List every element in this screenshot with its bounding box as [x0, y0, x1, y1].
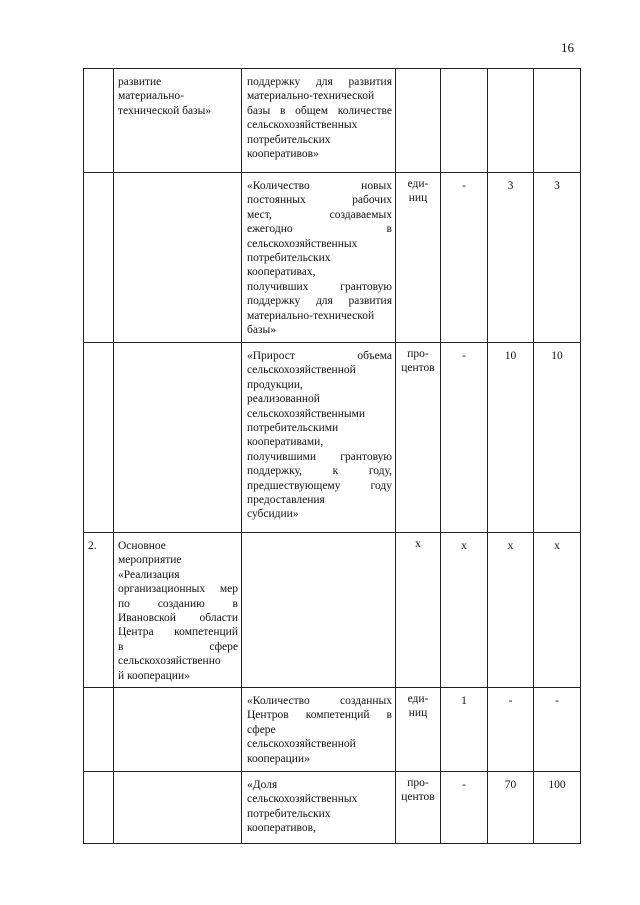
text-line: «Количество созданных [247, 695, 392, 708]
text-line: про- [407, 777, 429, 790]
value: 10 [504, 350, 517, 362]
text-line: сельскохозяйственными [247, 407, 366, 420]
gutter-cell [84, 533, 114, 688]
text-line: технической базы» [118, 104, 212, 117]
row-number: 2. [88, 540, 97, 552]
gutter-cell [84, 173, 114, 343]
text-line: поддержку, к году, [247, 465, 392, 478]
event-cell [114, 688, 242, 772]
value: 3 [554, 180, 560, 192]
table-row [84, 772, 581, 844]
value: - [462, 180, 466, 192]
text-line: кооперативов, [247, 822, 316, 835]
value: 70 [504, 779, 517, 792]
value-cell-1 [441, 533, 488, 688]
text-line: х [415, 538, 421, 550]
value-cell-2 [488, 772, 534, 844]
unit-cell [396, 772, 441, 844]
value-cell-3 [534, 533, 581, 688]
text-line: мероприятие [118, 554, 182, 567]
text-line: сельскохозяйственных [247, 793, 358, 806]
text-line: в сфере [118, 640, 238, 653]
text-line: постоянных рабочих [247, 194, 392, 207]
text-line: «Реализация [118, 568, 180, 581]
text-line: продукции, [247, 378, 303, 391]
event-cell [114, 173, 242, 343]
value-cell-2 [488, 343, 534, 533]
event-cell [114, 533, 242, 688]
unit-cell [396, 69, 441, 173]
value: - [462, 779, 466, 792]
value-cell-3 [534, 772, 581, 844]
text-line: сельскохозяйственных [247, 237, 358, 250]
value: 1 [461, 695, 467, 708]
text-line: про- [407, 348, 429, 360]
text-line: й кооперации» [118, 669, 190, 682]
text-line: развитие [118, 76, 162, 88]
text-line: поддержку для развития [247, 76, 392, 88]
text-line: поддержку для развития [247, 295, 392, 308]
text-line: материально-технической [247, 90, 375, 103]
text-line: ниц [408, 192, 428, 205]
table-row [84, 688, 581, 772]
indicator-cell [242, 688, 396, 772]
text-line: центов [401, 362, 435, 375]
text-line: сельскохозяйственно [118, 655, 221, 668]
text-line: «Прирост объема [247, 350, 392, 362]
text-line: реализованной [247, 393, 320, 406]
text-line: еди- [407, 178, 429, 190]
text-line: «Количество новых [247, 180, 392, 192]
text-line: сфере [247, 723, 276, 736]
text-line: центов [401, 791, 435, 804]
text-line: кооперативах, [247, 266, 316, 279]
value-cell-3 [534, 688, 581, 772]
table-row [84, 343, 581, 533]
text-line: кооперации» [247, 752, 310, 765]
text-line: еди- [407, 693, 429, 706]
unit-cell [396, 343, 441, 533]
event-cell [114, 343, 242, 533]
text-line: сельскохозяйственных [247, 119, 358, 132]
gutter-cell [84, 688, 114, 772]
indicator-cell [242, 173, 396, 343]
value: 100 [548, 779, 566, 792]
text-line: потребительских [247, 133, 331, 146]
gutter-cell [84, 772, 114, 844]
table-row [84, 69, 581, 173]
unit-cell [396, 533, 441, 688]
value-cell-2 [488, 69, 534, 173]
page-number: 16 [561, 40, 574, 55]
gutter-cell [84, 343, 114, 533]
value: х [554, 540, 560, 552]
indicator-cell [242, 772, 396, 844]
value: х [507, 540, 514, 552]
text-line: базы» [247, 324, 276, 337]
text-line: мест, создаваемых [247, 208, 392, 221]
value-cell-2 [488, 173, 534, 343]
unit-cell [396, 173, 441, 343]
text-line: кооперативов» [247, 148, 319, 161]
text-line: потребительских [247, 807, 331, 820]
value: - [462, 350, 466, 362]
value: 3 [507, 180, 514, 192]
value-cell-1 [441, 772, 488, 844]
program-indicators-table [83, 68, 581, 844]
text-line: Основное [118, 540, 166, 552]
indicator-cell [242, 533, 396, 688]
text-line: по созданию в [118, 597, 238, 610]
text-line: Центров компетенций в [247, 709, 392, 722]
value: - [555, 695, 559, 708]
text-line: базы в общем количестве [247, 104, 392, 117]
text-line: ниц [408, 707, 428, 720]
table-row [84, 533, 581, 688]
text-line: материально- [118, 90, 184, 103]
text-line: получившими грантовую [247, 450, 392, 463]
text-line: кооперативами, [247, 436, 324, 449]
text-line: «Доля [247, 779, 278, 792]
value: - [508, 695, 513, 708]
table-row [84, 173, 581, 343]
value-cell-2 [488, 688, 534, 772]
event-cell [114, 772, 242, 844]
unit-cell [396, 688, 441, 772]
text-line: субсидии» [247, 508, 299, 521]
text-line: Ивановской области [118, 612, 238, 625]
value-cell-2 [488, 533, 534, 688]
indicator-cell [242, 343, 396, 533]
text-line: Центра компетенций [118, 626, 238, 639]
gutter-cell [84, 69, 114, 173]
text-line: получивших грантовую [247, 280, 392, 293]
text-line: предоставления [247, 494, 325, 507]
value-cell-3 [534, 343, 581, 533]
text-line: материально-технической [247, 309, 375, 322]
value: 10 [551, 350, 563, 362]
value-cell-3 [534, 173, 581, 343]
value: х [461, 540, 467, 552]
value-cell-1 [441, 69, 488, 173]
text-line: ежегодно в [247, 223, 392, 236]
text-line: сельскохозяйственной [247, 364, 356, 377]
indicator-cell [242, 69, 396, 173]
value-cell-1 [441, 343, 488, 533]
text-line: потребительскими [247, 422, 339, 435]
value-cell-3 [534, 69, 581, 173]
text-line: организационных мер [118, 583, 238, 596]
text-line: предшествующему году [247, 479, 392, 492]
value-cell-1 [441, 688, 488, 772]
value-cell-1 [441, 173, 488, 343]
text-line: сельскохозяйственной [247, 738, 356, 751]
event-cell [114, 69, 242, 173]
text-line: потребительских [247, 252, 331, 265]
